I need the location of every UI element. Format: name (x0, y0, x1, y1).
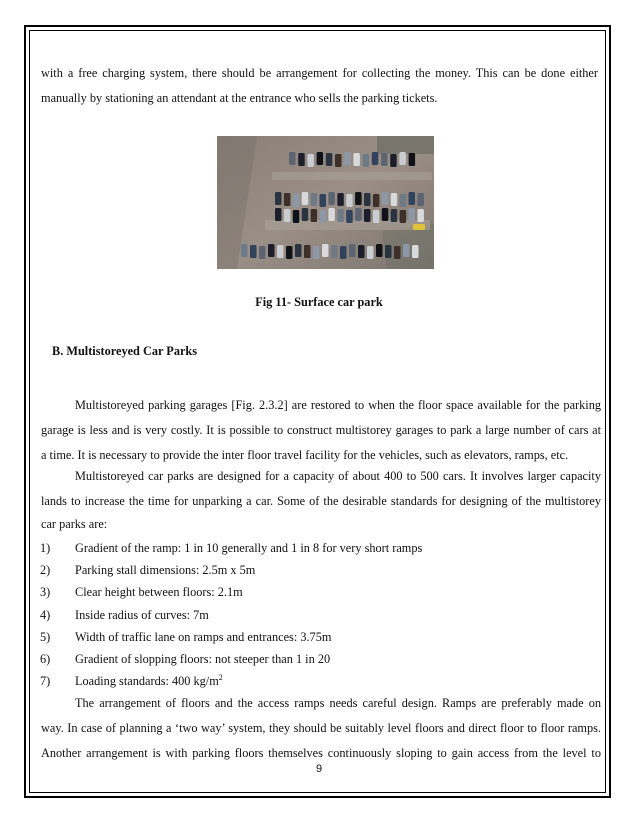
para1-line-1: Multistoreyed parking garages [Fig. 2.3.2] are restored to when the floor space available for the parking (75, 398, 601, 412)
para3-line-2: way. In case of planning a ‘two way’ system, they should be suitably level floors and direct floor to floor ramps. (41, 721, 601, 735)
parked-car (250, 245, 257, 258)
intro-line-2: manually by stationing an attendant at the entrance who sells the parking tickets. (41, 91, 438, 105)
parked-car (391, 193, 398, 206)
parked-car (358, 245, 365, 258)
parked-car (349, 244, 356, 257)
parked-car (409, 192, 416, 205)
parked-car (322, 244, 329, 257)
parked-car (403, 244, 410, 257)
parked-car (298, 153, 305, 166)
parked-car (275, 208, 282, 221)
parked-car (346, 210, 353, 223)
parked-car (417, 209, 424, 222)
parked-car (304, 245, 311, 258)
list-item-text: Inside radius of curves: 7m (75, 607, 209, 622)
parked-car (353, 153, 360, 166)
para1-line-2: garage is less and is very costly. It is possible to construct multistorey garages to park a large number of cars at (41, 423, 601, 437)
parked-car (394, 246, 401, 259)
parked-car (307, 154, 314, 167)
surface-car-park-photo (217, 136, 434, 269)
parked-car (399, 152, 406, 165)
loading-standard-text: Loading standards: 400 kg/m (75, 674, 219, 689)
list-item-number: 6) (40, 651, 51, 666)
superscript: 2 (218, 673, 223, 683)
parked-car (284, 193, 291, 206)
parked-car (363, 154, 370, 167)
parked-car (320, 210, 327, 223)
list-item-text: Gradient of slopping floors: not steeper than 1 in 20 (75, 651, 331, 666)
parked-car (409, 153, 416, 166)
parked-car (355, 208, 362, 221)
parked-car (373, 210, 380, 223)
parked-car (417, 193, 424, 206)
parked-car (364, 209, 371, 222)
parked-car (293, 194, 300, 207)
parked-car (382, 192, 389, 205)
parked-car (335, 154, 342, 167)
parked-car (302, 208, 309, 221)
parked-car (259, 246, 266, 259)
parked-car (364, 193, 371, 206)
para3-line-1: The arrangement of floors and the access ramps needs careful design. Ramps are preferably made on (75, 696, 601, 710)
parked-car (340, 246, 347, 259)
parked-car (400, 210, 407, 223)
list-item-number: 5) (40, 629, 51, 644)
list-item-number: 4) (40, 607, 51, 622)
parked-car (390, 154, 397, 167)
list-item-number: 1) (40, 541, 51, 555)
list-item-text: Gradient of the ramp: 1 in 10 generally and 1 in 8 for very short ramps (75, 541, 423, 555)
para2-line-3: car parks are: (41, 517, 108, 531)
parked-car (382, 208, 389, 221)
parked-car (337, 209, 344, 222)
list-item-number: 3) (40, 585, 51, 600)
parked-car (346, 194, 353, 207)
para3-line-3: Another arrangement is with parking floors themselves continuously sloping to gain access from the level to (41, 746, 601, 760)
parked-car (391, 209, 398, 222)
parked-car (293, 210, 300, 223)
parked-car (409, 208, 416, 221)
parked-car (381, 153, 388, 166)
list-item-text: Clear height between floors: 2.1m (75, 585, 243, 600)
parked-car (313, 246, 320, 259)
parked-car (302, 192, 309, 205)
parked-car (317, 152, 324, 165)
parked-car (295, 244, 302, 257)
parked-car (328, 208, 335, 221)
parked-car (328, 192, 335, 205)
list-item-text: Parking stall dimensions: 2.5m x 5m (75, 563, 256, 578)
para2-line-2: lands to increase the time for unparking a car. Some of the desirable standards for designing of the multistorey (41, 494, 601, 508)
parked-car (277, 245, 284, 258)
list-item-text (75, 670, 223, 692)
parked-car (241, 244, 248, 257)
parked-car (355, 192, 362, 205)
para1-line-3: a time. It is necessary to provide the inter floor travel facility for the vehicles, such as elevators, ramps, etc. (41, 448, 569, 462)
para2-line-1: Multistoreyed car parks are designed for a capacity of about 400 to 500 cars. It involves larger capacity (75, 469, 601, 483)
parked-car (268, 244, 275, 257)
parked-car (372, 152, 379, 165)
parked-car (344, 152, 351, 165)
parked-car (311, 209, 318, 222)
parked-car (311, 193, 318, 206)
list-item-number: 7) (40, 674, 51, 689)
parked-car (373, 194, 380, 207)
page-number: 9 (315, 763, 323, 775)
list-item-number: 2) (40, 563, 51, 578)
parked-car (413, 224, 425, 230)
parked-car (286, 246, 293, 259)
parked-car (275, 192, 282, 205)
parked-car (337, 193, 344, 206)
parked-car (331, 245, 338, 258)
parked-car (412, 245, 419, 258)
parked-car (289, 152, 296, 165)
parked-car (326, 153, 333, 166)
intro-line-1: with a free charging system, there should be arrangement for collecting the money. This can be done either (41, 66, 598, 80)
parked-car (400, 194, 407, 207)
section-heading: B. Multistoreyed Car Parks (52, 344, 198, 358)
figure-caption: Fig 11- Surface car park (255, 295, 383, 309)
parked-car (367, 246, 374, 259)
list-item-text: Width of traffic lane on ramps and entrances: 3.75m (75, 629, 332, 644)
parked-car (376, 244, 383, 257)
parked-car (284, 209, 291, 222)
parked-car (385, 245, 392, 258)
parked-car (320, 194, 327, 207)
